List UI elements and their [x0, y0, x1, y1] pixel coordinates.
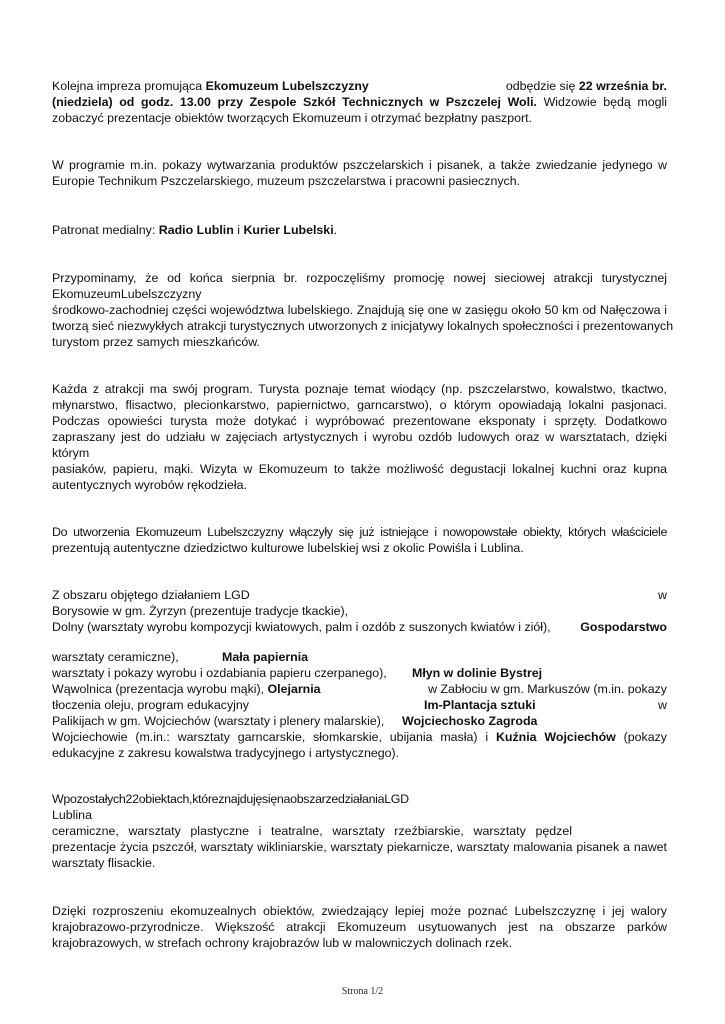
- p9-line-3: krajobrazowych, w strefach ochrony krajobrazów lub w malowniczych dolinach rzek.: [52, 936, 513, 950]
- p7-line-1-right: w: [658, 588, 667, 602]
- gospodarstwo: Gospodarstwo: [580, 620, 667, 634]
- text: odbędzie się: [505, 79, 579, 93]
- p4-line-5: turystom przez samych mieszkańców.: [52, 335, 260, 349]
- p5-line-2: młynarstwo, flisactwo, plecionkarstwo, papiernictwo, garncarstwo), o którym opowiadają lokalni pasjonaci.: [52, 398, 667, 412]
- p3-patronat: [52, 222, 667, 238]
- p7-line-3-right: [580, 619, 667, 635]
- p6-line-2: prezentują autentyczne dziedzictwo kulturowe lubelskiej wsi z okolic Powiśla i Lublina.: [52, 541, 524, 555]
- p1-line-1-right: [506, 78, 667, 94]
- text: .: [333, 223, 338, 237]
- p5-line-6: pasiaków, papieru, mąki. Wizyta w Ekomuzeum to także możliwość degustacji lokalnej kuchni oraz kupna: [52, 462, 667, 476]
- kuznia-wojciechow: Kuźnia Wojciechów: [495, 730, 616, 744]
- p5-line-3: Podczas opowieści turysta może dotykać i wypróbować prezentowane eksponaty i sprzęty. Dodatkowo: [52, 414, 667, 428]
- p4-line-2: EkomuzeumLubelszczyzny: [52, 287, 202, 301]
- text: Wąwolnica (prezentacja wyrobu mąki),: [52, 682, 268, 696]
- p4-line-4: tworzą sieć niezwykłych atrakcji turystycznych utworzonych z inicjatywy lokalnych społeczności i prezentowanych: [52, 319, 674, 333]
- text: i: [233, 223, 244, 237]
- page-number: Strona 1/2: [341, 986, 384, 997]
- p7-line-7-right: w: [658, 698, 667, 712]
- text: Patronat medialny:: [52, 223, 159, 237]
- olejarnia: Olejarnia: [267, 682, 321, 696]
- p7-line-8-bold: [402, 713, 537, 729]
- p7-line-9: [52, 729, 667, 745]
- p7-line-3: Dolny (warsztaty wyrobu kompozycji kwiatowych, palm i ozdób z suszonych kwiatów i ziół),: [52, 620, 551, 634]
- p7-line-7: tłoczenia oleju, program edukacyjny: [52, 698, 249, 712]
- p7-line-2: Borysowie w gm. Żyrzyn (prezentuje tradycje tkackie),: [52, 604, 349, 618]
- p5-line-5: którym: [52, 446, 90, 460]
- mlyn-w-dolinie-bystrej: Młyn w dolinie Bystrej: [412, 666, 543, 680]
- ekomuzeum-name: Ekomuzeum Lubelszczyzny: [205, 79, 369, 93]
- text: warsztaty ceramiczne),: [52, 650, 179, 664]
- p7-line-6-right: w Zabłociu w gm. Markuszów (m.in. pokazy: [428, 682, 667, 696]
- text: (pokazy: [615, 730, 668, 744]
- p7-line-7-bold: [424, 697, 536, 713]
- mala-papiernia: Mała papiernia: [222, 650, 309, 664]
- p5-line-4: zapraszany jest do udziału w zajęciach artystycznych i wyrobu ozdób ludowych oraz w warsztatach, dzięki: [52, 430, 667, 444]
- p4-line-3: środkowo-zachodniej części województwa lubelskiego. Znajdują się one w zasięgu około 50 km od Nałęczowa i: [52, 303, 667, 317]
- event-time-place: (niedziela) od godz. 13.00 przy Zespole Szkół Technicznych w Pszczelej Woli.: [52, 95, 537, 109]
- p8-line-1: Wpozostałych22obiektach,któreznajdujęsięnaobszarzedziałaniaLGD: [52, 792, 409, 806]
- p1-line-2: [52, 94, 667, 110]
- p9-line-2: krajobrazowo-przyrodnicze. Większość atrakcji Ekomuzeum usytuowanych jest na obszarze parków: [52, 920, 667, 934]
- p2-line-1: W programie m.in. pokazy wytwarzania produktów pszczelarskich i pisanek, a także zwiedzanie jedynego w: [52, 158, 667, 172]
- p7-line-10: edukacyjne z zakresu kowalstwa tradycyjnego i artystycznego).: [52, 746, 400, 760]
- p7-line-1: Z obszaru objętego działaniem LGD: [52, 588, 250, 602]
- p7-line-4-bold: [222, 649, 308, 665]
- p7-line-5: warsztaty i pokazy wyrobu i ozdabiania papieru czerpanego),: [52, 666, 387, 680]
- p8-line-4: prezentacje życia pszczół, warsztaty wikliniarskie, warsztaty piekarnicze, warsztaty malowania pisanek a nawet: [52, 840, 667, 854]
- p7-line-5-bold: [412, 665, 542, 681]
- radio-lublin: Radio Lublin: [158, 223, 234, 237]
- p2-line-2: Europie Technikum Pszczelarskiego, muzeum pszczelarstwa i pracowni pasiecznych.: [52, 174, 521, 188]
- p8-line-3: ceramiczne, warsztaty plastyczne i teatralne, warsztaty rzeźbiarskie, warsztaty pędzel: [52, 824, 572, 838]
- text: Widzowie będą mogli: [536, 95, 667, 109]
- event-date: 22 września br.: [578, 79, 667, 93]
- p8-line-5: warsztaty flisackie.: [52, 856, 156, 870]
- p6-line-1: Do utworzenia Ekomuzeum Lubelszczyzny włączyły się już istniejące i nowopowstałe obiekty, których właściciele: [52, 525, 667, 539]
- p5-line-7: autentycznych wyrobów rękodzieła.: [52, 478, 247, 492]
- im-plantacja-sztuki: Im-Plantacja sztuki: [424, 698, 536, 712]
- p9-line-1: Dzięki rozproszeniu ekomuzealnych obiektów, zwiedzający lepiej może poznać Lubelszczyznę i jej walory: [52, 904, 667, 918]
- p1-line-3: zobaczyć prezentacje obiektów tworzących Ekomuzeum i otrzymać bezpłatny paszport.: [52, 111, 533, 125]
- kurier-lubelski: Kurier Lubelski: [243, 223, 334, 237]
- p7-line-4: [52, 649, 667, 665]
- p8-line-2: Lublina: [52, 808, 92, 822]
- p7-line-8: Palikijach w gm. Wojciechów (warsztaty i plenery malarskie),: [52, 714, 385, 728]
- p5-line-1: Każda z atrakcji ma swój program. Turysta poznaje temat wiodący (np. pszczelarstwo, kowalstwo, tkactwo,: [52, 382, 667, 396]
- wojciechosko-zagroda: Wojciechosko Zagroda: [402, 714, 538, 728]
- text: Kolejna impreza promująca: [52, 79, 206, 93]
- text: Wojciechowie (m.in.: warsztaty garncarskie, słomkarskie, ubijania masła) i: [52, 730, 496, 744]
- p4-line-1: Przypominamy, że od końca sierpnia br. rozpoczęliśmy promocję nowej sieciowej atrakcji turystycznej: [52, 271, 667, 285]
